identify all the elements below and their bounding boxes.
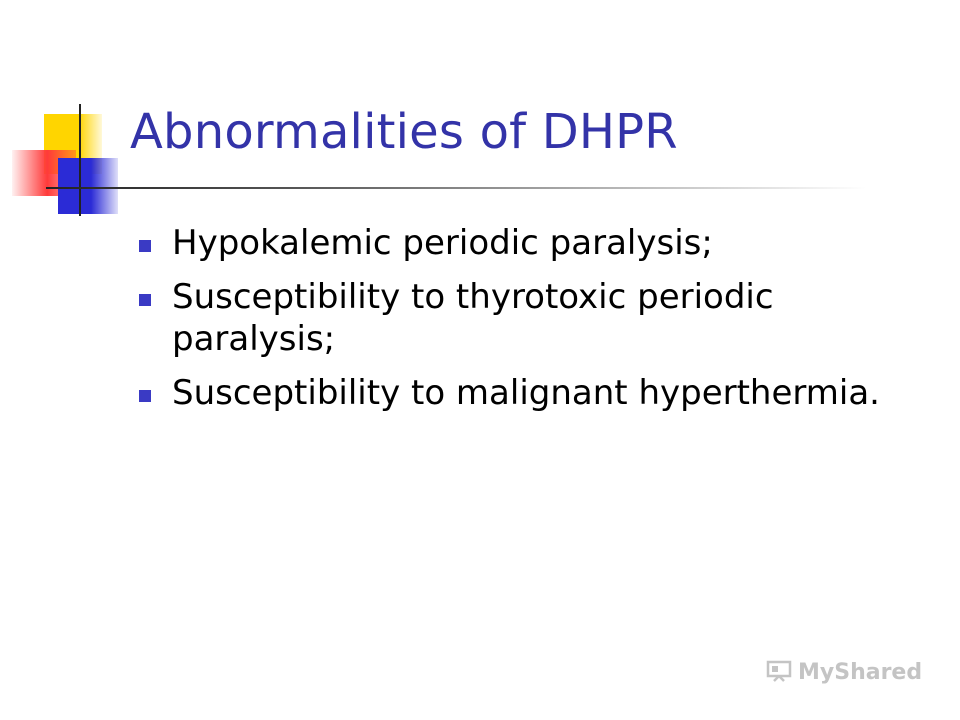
watermark-label: MyShared [798, 660, 923, 685]
bullet-square-icon [139, 390, 151, 402]
bullet-text: Susceptibility to malignant hyperthermia. [172, 373, 880, 413]
list-item [136, 372, 896, 414]
watermark [766, 660, 936, 690]
list-item [136, 276, 896, 360]
blue-square-decoration [58, 158, 118, 214]
bullet-square-icon [139, 240, 151, 252]
corner-decoration [0, 0, 140, 230]
presentation-screen-icon [766, 660, 794, 682]
bullet-square-icon [139, 294, 151, 306]
bullet-text: Hypokalemic periodic paralysis; [172, 223, 713, 263]
list-item [136, 222, 896, 264]
bullet-list [136, 222, 896, 426]
title-underline-rule [46, 187, 866, 189]
slide-title: Abnormalities of DHPR [130, 104, 678, 160]
vertical-rule [79, 104, 81, 216]
bullet-text: Susceptibility to thyrotoxic periodic paralysis; [172, 277, 774, 359]
